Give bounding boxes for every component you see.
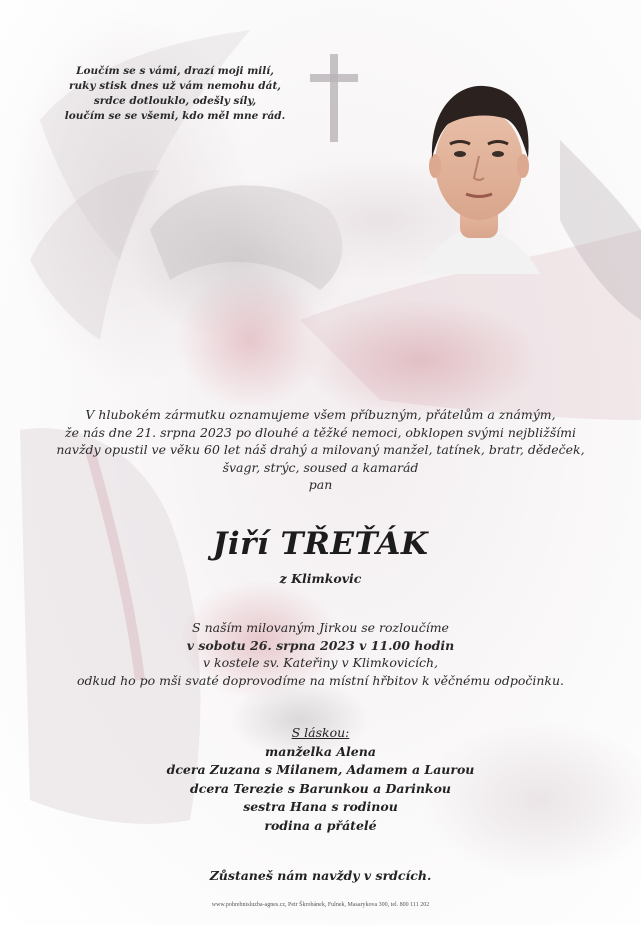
deceased-origin: z Klimkovic [279,571,362,586]
closing-line: Zůstaneš nám navždy v srdcích. [209,868,432,883]
cross-icon [308,52,360,144]
mourner: sestra Hana s rodinou [243,799,398,814]
mourners-heading: S láskou: [291,725,350,740]
funeral-service-footer: www.pohrebnisluzba-agnes.cz, Petr Škrobánek, Fulnek, Masarykova 300, tel. 800 111 202 [211,902,430,908]
announcement-line: navždy opustil ve věku 60 let náš drahý a milovaný manžel, tatínek, bratr, dědeček, [56,442,585,457]
announcement-line: švagr, strýc, soused a kamarád [222,459,419,475]
mourner: dcera Zuzana s Milanem, Adamem a Laurou [166,762,475,777]
mourner: dcera Terezie s Barunkou a Darinkou [189,780,451,796]
mourner: manželka Alena [265,743,376,759]
poem-line: loučím se se všemi, kdo měl mne rád. [64,110,286,122]
ceremony-line: odkud ho po mši svaté doprovodíme na místní hřbitov k věčnému odpočinku. [76,672,564,688]
ceremony-details [40,619,601,689]
poem-line: Loučím se s vámi, drazí moji milí, [76,65,274,77]
announcement-line: že nás dne 21. srpna 2023 po dlouhé a těžké nemoci, obklopen svými nejbližšími [64,424,576,440]
ceremony-line: S naším milovaným Jirkou se rozloučíme [192,620,449,635]
farewell-poem [60,64,290,124]
announcement-line: V hlubokém zármutku oznamujeme všem příbuzným, přátelům a známým, [85,407,556,422]
death-announcement [40,406,601,494]
poem-line: srdce dotlouklo, odešly síly, [93,95,257,107]
mourners-list [40,724,601,835]
announcement-line: pan [308,477,333,492]
deceased-name: Jiří TŘEŤÁK [212,526,429,562]
ceremony-place: v kostele sv. Kateřiny v Klimkovicích, [203,655,438,670]
ceremony-date: v sobotu 26. srpna 2023 v 11.00 hodin [186,637,455,653]
mourner: rodina a přátelé [264,817,377,833]
portrait-photo [418,78,540,274]
poem-line: ruky stisk dnes už vám nemohu dát, [69,80,281,92]
